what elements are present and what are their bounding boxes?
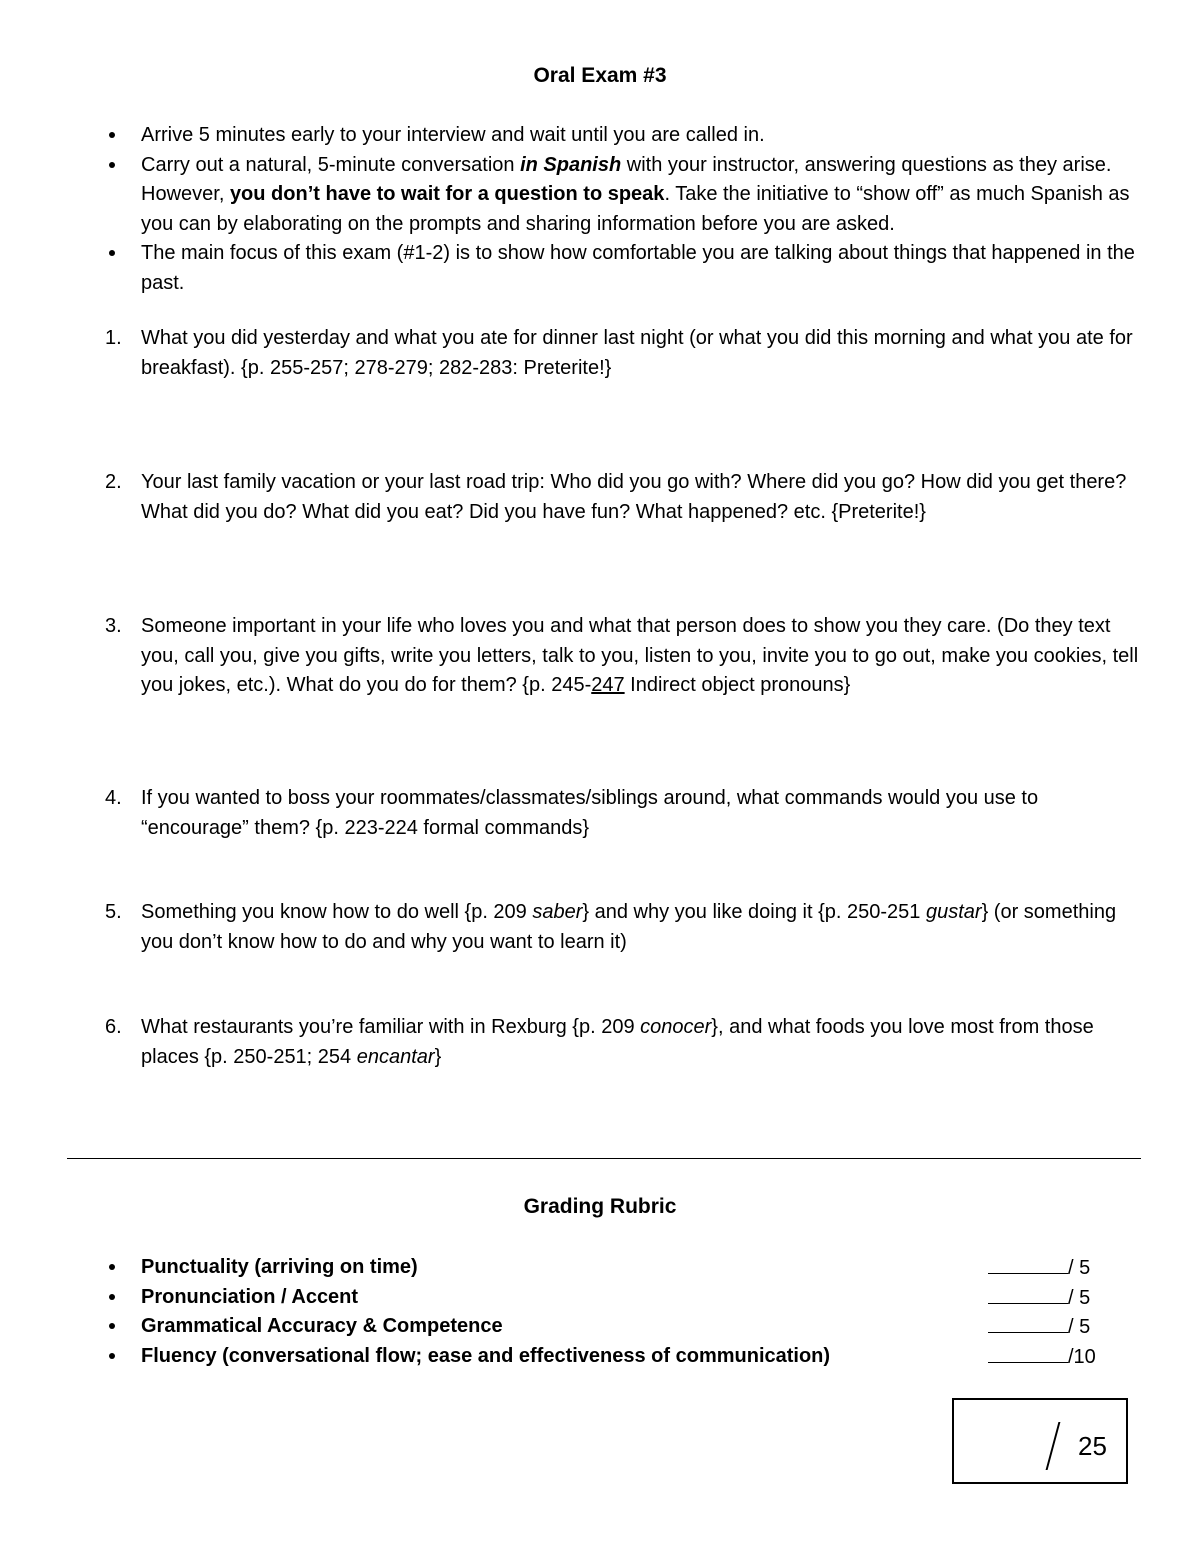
rubric-item	[105, 1342, 1115, 1372]
question-number: 2.	[105, 471, 122, 493]
bullet-icon	[109, 1323, 115, 1329]
question-text	[141, 1013, 1145, 1072]
rubric-title: Grading Rubric	[523, 1195, 677, 1218]
question-number: 1.	[105, 327, 122, 349]
rubric-item	[105, 1253, 1115, 1283]
score-field	[988, 1312, 1090, 1343]
question-number: 5.	[105, 901, 122, 923]
emphasis-text: in Spanish	[520, 153, 622, 176]
rubric-list	[105, 1253, 1115, 1371]
italic-text: saber	[532, 901, 583, 923]
rubric-label: Fluency (conversational flow; ease and effectiveness of communication)	[141, 1344, 831, 1367]
score-blank[interactable]	[988, 1283, 1068, 1304]
bullet-icon	[109, 1353, 115, 1359]
question-3	[105, 612, 1145, 701]
question-5	[105, 898, 1145, 957]
underlined-text: 247	[591, 674, 625, 696]
question-text	[141, 898, 1145, 957]
instruction-text: with your instructor, answering questions as they arise. However,	[141, 153, 1112, 205]
question-2	[105, 468, 1145, 527]
score-max: / 5	[1068, 1257, 1091, 1279]
score-field	[988, 1253, 1090, 1284]
score-field	[988, 1342, 1096, 1373]
bullet-icon	[109, 250, 115, 256]
question-6	[105, 1013, 1145, 1072]
score-max: / 5	[1068, 1286, 1091, 1309]
question-number: 4.	[105, 787, 122, 809]
instruction-item	[105, 121, 1145, 151]
rubric-item	[105, 1283, 1115, 1313]
question-text-part: Something you know how to do well {p. 209	[141, 901, 533, 923]
section-divider	[67, 1158, 1141, 1159]
page-title: Oral Exam #3	[533, 64, 667, 87]
score-blank[interactable]	[988, 1253, 1068, 1274]
question-number: 3.	[105, 615, 122, 637]
question-text-part: } and why you like doing it {p. 250-251	[582, 901, 926, 923]
question-text-part: Indirect object pronouns}	[624, 674, 851, 696]
question-text-part: Someone important in your life who loves you and what that person does to show you they care. (Do they text you, call you, give you gifts, write you letters, talk to you, listen to you, invite you to go out, make you cookies, tell you jokes, etc.). What do you do for them? {p. 245-	[141, 615, 1139, 696]
instruction-text: Carry out a natural, 5-minute conversation	[141, 153, 521, 176]
bold-text: you don’t have to wait for a question to speak	[229, 183, 665, 205]
bullet-icon	[109, 1294, 115, 1300]
rubric-label: Punctuality (arriving on time)	[141, 1256, 418, 1278]
question-text	[141, 612, 1145, 701]
score-blank[interactable]	[988, 1312, 1068, 1333]
score-max: /10	[1068, 1345, 1096, 1368]
score-max: / 5	[1068, 1316, 1091, 1338]
question-text-part: }, and what foods you love most from those places {p. 250-251; 254	[141, 1016, 1094, 1068]
score-field	[988, 1283, 1090, 1314]
instruction-text: . Take the initiative to “show off” as much Spanish as you can by elaborating on the prompts and sharing information before you are asked.	[141, 183, 1130, 235]
rubric-label: Grammatical Accuracy & Competence	[141, 1315, 503, 1337]
question-text: Your last family vacation or your last road trip: Who did you go with? Where did you go? How did you get there? What did you do? What did you eat? Did you have fun? What happened? etc. {Preterite!}	[141, 471, 1127, 523]
score-blank[interactable]	[988, 1342, 1068, 1363]
italic-text: encantar	[356, 1045, 435, 1068]
instruction-text: The main focus of this exam (#1-2) is to show how comfortable you are talking about things that happened in the past.	[141, 242, 1135, 294]
instruction-text: Arrive 5 minutes early to your interview and wait until you are called in.	[141, 124, 765, 146]
question-text-part: What restaurants you’re familiar with in Rexburg {p. 209	[141, 1016, 641, 1038]
bullet-icon	[109, 162, 115, 168]
question-text: What you did yesterday and what you ate for dinner last night (or what you did this morning and what you ate for breakfast). {p. 255-257; 278-279; 282-283: Preterite!}	[141, 327, 1133, 379]
instructions-list	[105, 121, 1145, 298]
italic-text: conocer	[640, 1016, 712, 1038]
bullet-icon	[109, 1264, 115, 1270]
italic-text: gustar	[925, 901, 982, 923]
question-text-part: }	[434, 1045, 442, 1068]
instruction-item	[105, 151, 1145, 240]
rubric-item	[105, 1312, 1115, 1342]
question-number: 6.	[105, 1016, 122, 1038]
question-4	[105, 784, 1145, 843]
rubric-label: Pronunciation / Accent	[141, 1285, 359, 1308]
question-text-part: } (or something you don’t know how to do and why you want to learn it)	[141, 901, 1117, 953]
instruction-item	[105, 239, 1145, 298]
bullet-icon	[109, 132, 115, 138]
question-1	[105, 324, 1145, 383]
question-text: If you wanted to boss your roommates/classmates/siblings around, what commands would you use to “encourage” them? {p. 223-224 formal commands}	[141, 787, 1039, 839]
total-max-score: 25	[1078, 1431, 1107, 1461]
